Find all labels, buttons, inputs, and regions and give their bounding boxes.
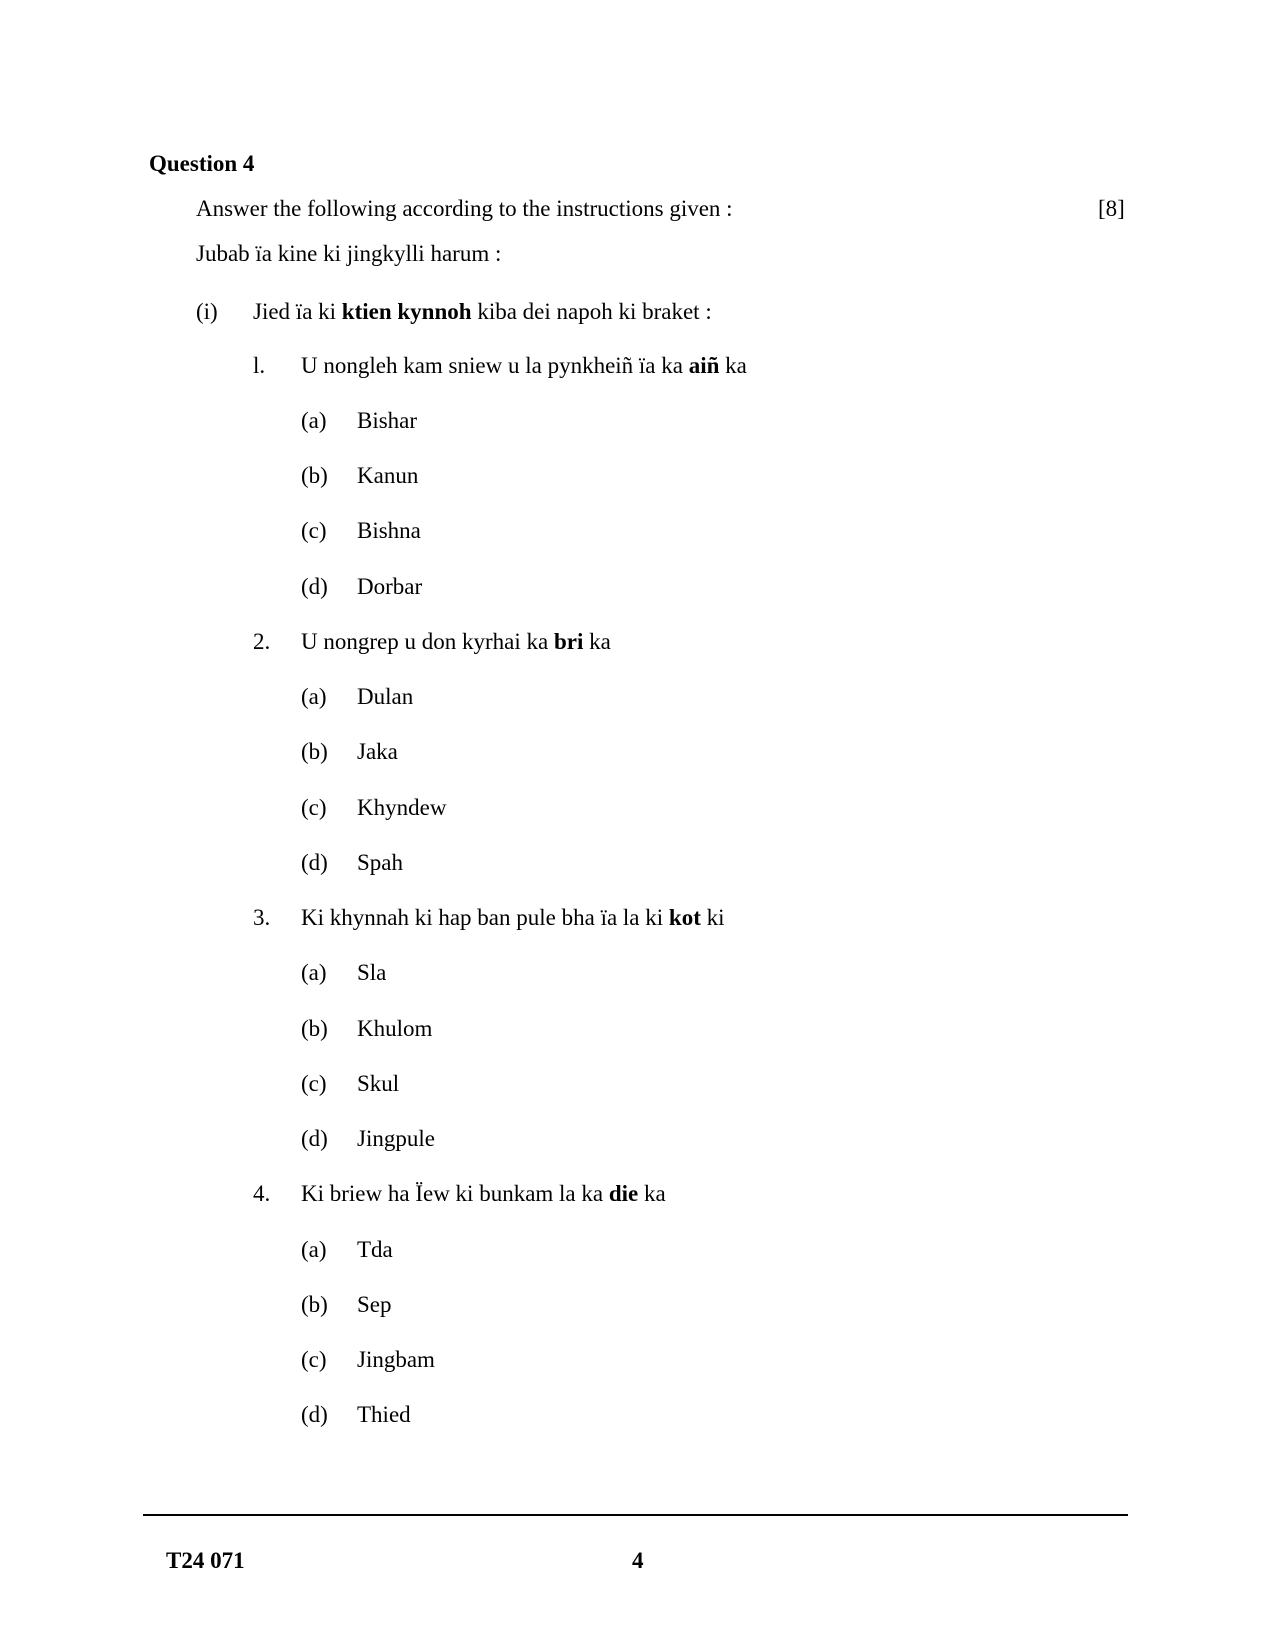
item-text-before: Ki khynnah ki hap ban pule bha ïa la ki: [301, 905, 669, 930]
option-label: (d): [301, 1126, 328, 1151]
item-text-after: ka: [719, 353, 747, 378]
item-text-before: U nongleh kam sniew u la pynkheiñ ïa ka: [301, 353, 689, 378]
option-text: Dulan: [357, 684, 414, 709]
option-text: Khulom: [357, 1016, 433, 1041]
subpart-text: [253, 300, 712, 323]
item-number: l.: [253, 353, 266, 378]
option-label: (a): [301, 684, 327, 709]
item-question: [301, 906, 725, 929]
item-text-after: ka: [638, 1181, 666, 1206]
option-text: Sep: [357, 1292, 392, 1317]
option-label: (b): [301, 463, 328, 488]
option-label: (d): [301, 1402, 328, 1427]
option-text: Thied: [357, 1402, 411, 1427]
subpart-number: (i): [196, 299, 218, 324]
option-label: (b): [301, 739, 328, 764]
option-label: (a): [301, 1237, 327, 1262]
option-label: (d): [301, 850, 328, 875]
item-keyword: bri: [553, 629, 584, 654]
item-number: 3.: [253, 905, 271, 930]
item-keyword: kot: [668, 905, 701, 930]
option-text: Bishna: [357, 518, 421, 543]
page-number: 4: [632, 1548, 644, 1573]
item-text-before: U nongrep u don kyrhai ka: [301, 629, 554, 654]
option-label: (c): [301, 1347, 327, 1372]
option-text: Sla: [357, 960, 387, 985]
paper-code: T24 071: [166, 1548, 245, 1573]
option-label: (c): [301, 1071, 327, 1096]
instruction-khasi: Jubab ïa kine ki jingkylli harum :: [196, 241, 502, 266]
item-text-after: ki: [700, 905, 725, 930]
option-text: Jingpule: [357, 1126, 435, 1151]
option-label: (a): [301, 408, 327, 433]
option-label: (b): [301, 1016, 328, 1041]
item-keyword: aiñ: [688, 353, 720, 378]
option-label: (d): [301, 574, 328, 599]
subpart-text-bold: ktien kynnoh: [341, 299, 472, 324]
question-heading: Question 4: [149, 151, 255, 176]
item-question: [301, 1182, 666, 1205]
option-text: Tda: [357, 1237, 393, 1262]
option-text: Dorbar: [357, 574, 423, 599]
option-text: Skul: [357, 1071, 400, 1096]
item-number: 4.: [253, 1181, 271, 1206]
option-text: Jaka: [357, 739, 398, 764]
item-text-before: Ki briew ha Ïew ki bunkam la ka: [301, 1181, 609, 1206]
item-number: 2.: [253, 629, 271, 654]
option-text: Spah: [357, 850, 403, 875]
item-question: [301, 630, 611, 653]
option-text: Khyndew: [357, 795, 447, 820]
item-keyword: die: [608, 1181, 639, 1206]
option-text: Jingbam: [357, 1347, 435, 1372]
option-text: Kanun: [357, 463, 419, 488]
subpart-text-before: Jied ïa ki: [253, 299, 342, 324]
option-label: (a): [301, 960, 327, 985]
option-label: (c): [301, 795, 327, 820]
option-text: Bishar: [357, 408, 418, 433]
item-text-after: ka: [583, 629, 611, 654]
subpart-text-after: kiba dei napoh ki braket :: [471, 299, 712, 324]
marks-label: [8]: [1098, 196, 1125, 221]
option-label: (b): [301, 1292, 328, 1317]
instruction-english: Answer the following according to the instructions given :: [196, 196, 733, 221]
option-label: (c): [301, 518, 327, 543]
footer-divider: [143, 1514, 1128, 1516]
item-question: [301, 354, 747, 377]
